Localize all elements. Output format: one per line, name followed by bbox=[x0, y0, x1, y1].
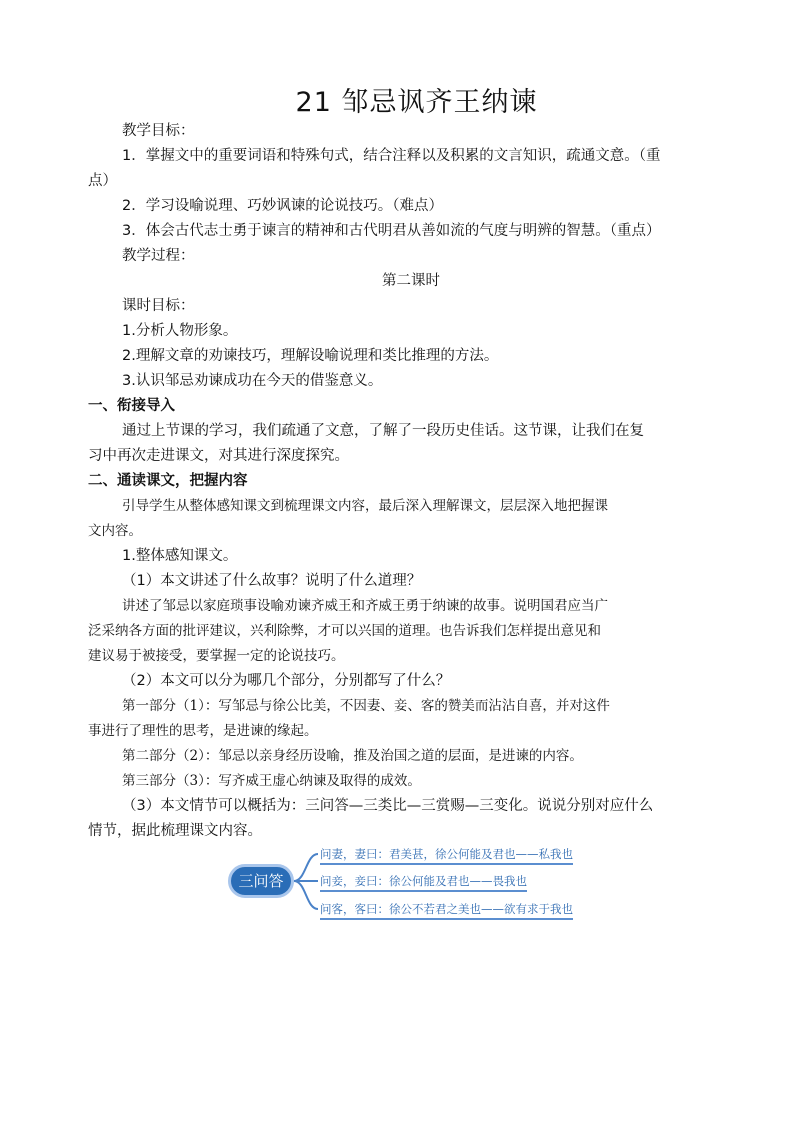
question-3-line-1: （3）本文情节可以概括为：三问答—三类比—三赏赐—三变化。说说分别对应什么 bbox=[122, 798, 654, 814]
part-3: 第三部分（3）：写齐威王虚心纳谏及取得的成效。 bbox=[122, 773, 421, 789]
part-1-line-1: 第一部分（1）：写邹忌与徐公比美，不因妻、妾、客的赞美而沾沾自喜，并对这件 bbox=[122, 698, 610, 714]
lesson-title: 21 邹忌讽齐王纳谏 bbox=[295, 87, 538, 118]
mindmap-center-node: 三问答 bbox=[228, 864, 294, 898]
question-2: （2）本文可以分为哪几个部分，分别都写了什么？ bbox=[122, 673, 451, 689]
mindmap-branch-wife: 问妻，妻曰：君美甚，徐公何能及君也——私我也 bbox=[320, 846, 573, 862]
answer-1-line-2: 泛采纳各方面的批评建议，兴利除弊，才可以兴国的道理。也告诉我们怎样提出意见和 bbox=[88, 623, 601, 639]
section-2-intro-line-2: 文内容。 bbox=[88, 523, 142, 539]
section-1-heading: 一、衔接导入 bbox=[88, 398, 175, 414]
lesson-label: 第二课时 bbox=[382, 273, 440, 289]
answer-1-line-1: 讲述了邹忌以家庭琐事设喻劝谏齐威王和齐威王勇于纳谏的故事。说明国君应当广 bbox=[122, 598, 608, 614]
section-1-para-line-1: 通过上节课的学习，我们疏通了文意，了解了一段历史佳话。这节课，让我们在复 bbox=[122, 423, 644, 439]
answer-1-line-3: 建议易于被接受，要掌握一定的论说技巧。 bbox=[88, 648, 345, 664]
lesson-goals-heading: 课时目标： bbox=[122, 298, 195, 314]
mindmap-branch-guest: 问客，客曰：徐公不若君之美也——欲有求于我也 bbox=[320, 901, 573, 917]
lesson-goal-2: 2.理解文章的劝谏技巧，理解设喻说理和类比推理的方法。 bbox=[122, 348, 499, 364]
section-2-heading: 二、通读课文，把握内容 bbox=[88, 473, 248, 489]
lesson-goal-3: 3.认识邹忌劝谏成功在今天的借鉴意义。 bbox=[122, 373, 383, 389]
mindmap-branch-concubine: 问妾，妾曰：徐公何能及君也——畏我也 bbox=[320, 873, 527, 889]
process-heading: 教学过程： bbox=[122, 248, 195, 264]
question-1: （1）本文讲述了什么故事？说明了什么道理？ bbox=[122, 573, 422, 589]
goal-1-line-1: 1．掌握文中的重要词语和特殊句式，结合注释以及积累的文言知识，疏通文意。（重 bbox=[122, 148, 661, 164]
three-questions-mindmap bbox=[228, 840, 608, 922]
question-3-line-2: 情节，据此梳理课文内容。 bbox=[88, 823, 262, 839]
subsection-1: 1.整体感知课文。 bbox=[122, 548, 238, 564]
goal-1-line-2: 点） bbox=[88, 173, 117, 189]
section-1-para-line-2: 习中再次走进课文，对其进行深度探究。 bbox=[88, 448, 349, 464]
part-2: 第二部分（2）：邹忌以亲身经历设喻，推及治国之道的层面，是进谏的内容。 bbox=[122, 748, 583, 764]
lesson-goal-1: 1.分析人物形象。 bbox=[122, 323, 238, 339]
goal-3: 3．体会古代志士勇于谏言的精神和古代明君从善如流的气度与明辨的智慧。（重点） bbox=[122, 223, 661, 239]
part-1-line-2: 事进行了理性的思考，是进谏的缘起。 bbox=[88, 723, 318, 739]
goals-heading: 教学目标： bbox=[122, 123, 195, 139]
goal-2: 2．学习设喻说理、巧妙讽谏的论说技巧。（难点） bbox=[122, 198, 443, 214]
section-2-intro-line-1: 引导学生从整体感知课文到梳理课文内容，最后深入理解课文，层层深入地把握课 bbox=[122, 498, 608, 514]
